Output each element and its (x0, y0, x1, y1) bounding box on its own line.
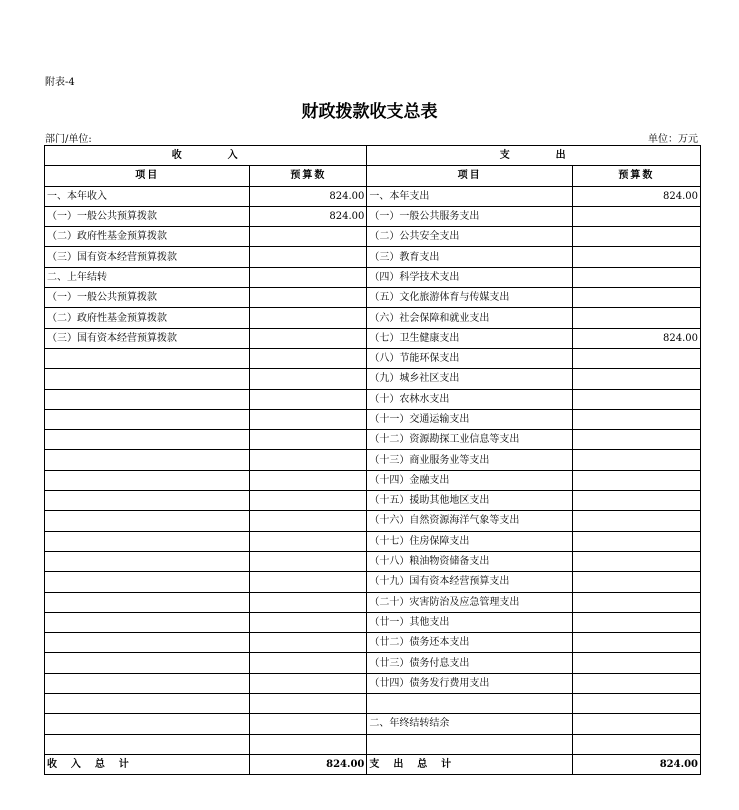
income-item-cell: （三）国有资本经营预算拨款 (45, 328, 250, 348)
expense-value-cell (572, 206, 700, 226)
table-row (45, 470, 701, 490)
income-value-cell: 824.00 (250, 206, 367, 226)
expense-item-cell: （十三）商业服务业等支出 (367, 450, 572, 470)
expense-item-cell: （十五）援助其他地区支出 (367, 491, 572, 511)
income-item-cell (45, 572, 250, 592)
expense-value-cell (572, 511, 700, 531)
expense-item-cell: （十一）交通运输支出 (367, 409, 572, 429)
expense-item-cell: （十九）国有资本经营预算支出 (367, 572, 572, 592)
expense-value-cell (572, 247, 700, 267)
expense-item-cell: （七）卫生健康支出 (367, 328, 572, 348)
table-row (45, 734, 701, 754)
income-item-cell (45, 673, 250, 693)
page-title: 财政拨款收支总表 (301, 102, 438, 122)
income-item-cell (45, 348, 250, 368)
income-value-cell (250, 450, 367, 470)
total-row (45, 754, 701, 774)
expense-item-cell: （十）农林水支出 (367, 389, 572, 409)
income-item-cell (45, 470, 250, 490)
expense-item-cell: （十六）自然资源海洋气象等支出 (367, 511, 572, 531)
expense-item-cell (367, 694, 572, 714)
income-value-cell (250, 491, 367, 511)
expense-value-cell (572, 633, 700, 653)
income-value-cell (250, 694, 367, 714)
expense-item-cell: （十二）资源勘探工业信息等支出 (367, 430, 572, 450)
income-item-cell: （一）一般公共预算拨款 (45, 288, 250, 308)
income-item-cell: 二、上年结转 (45, 267, 250, 287)
expense-total-label: 支 出 总 计 (367, 754, 572, 774)
income-item-cell (45, 592, 250, 612)
expense-item-cell: （十四）金融支出 (367, 470, 572, 490)
income-item-cell (45, 653, 250, 673)
income-item-cell (45, 450, 250, 470)
table-row (45, 491, 701, 511)
expense-budget-header: 预算数 (572, 166, 700, 186)
income-value-cell (250, 653, 367, 673)
income-value-cell (250, 328, 367, 348)
income-total-label: 收 入 总 计 (45, 754, 250, 774)
attachment-label: 附表-4 (45, 77, 75, 88)
table-row (45, 572, 701, 592)
expense-value-cell (572, 551, 700, 571)
expense-value-cell (572, 673, 700, 693)
income-value-cell (250, 369, 367, 389)
budget-summary-table (44, 145, 701, 775)
expense-value-cell (572, 470, 700, 490)
income-item-cell (45, 714, 250, 734)
income-value-cell (250, 348, 367, 368)
table-row (45, 409, 701, 429)
income-value-cell (250, 227, 367, 247)
income-value-cell (250, 288, 367, 308)
income-item-cell (45, 409, 250, 429)
income-value-cell (250, 470, 367, 490)
expense-value-cell (572, 348, 700, 368)
income-value-cell (250, 409, 367, 429)
income-item-cell: （二）政府性基金预算拨款 (45, 227, 250, 247)
income-value-cell (250, 612, 367, 632)
expense-value-cell (572, 288, 700, 308)
table-row (45, 247, 701, 267)
income-item-cell (45, 551, 250, 571)
expense-item-cell: （十八）粮油物资储备支出 (367, 551, 572, 571)
income-item-cell (45, 389, 250, 409)
expense-item-cell: （廿四）债务发行费用支出 (367, 673, 572, 693)
table-row (45, 450, 701, 470)
table-row (45, 186, 701, 206)
expense-value-cell (572, 572, 700, 592)
table-row (45, 592, 701, 612)
table-row (45, 714, 701, 734)
income-budget-header: 预算数 (250, 166, 367, 186)
table-row (45, 267, 701, 287)
expense-item-cell: （三）教育支出 (367, 247, 572, 267)
unit-label: 单位：万元 (648, 134, 698, 145)
income-value-cell (250, 734, 367, 754)
income-value-cell (250, 267, 367, 287)
expense-total-value: 824.00 (572, 754, 700, 774)
expense-item-cell: 二、年终结转结余 (367, 714, 572, 734)
expense-value-cell (572, 227, 700, 247)
income-item-cell (45, 491, 250, 511)
expense-value-cell: 824.00 (572, 328, 700, 348)
income-value-cell (250, 389, 367, 409)
income-value-cell (250, 551, 367, 571)
expense-item-cell: （廿三）债务付息支出 (367, 653, 572, 673)
income-item-cell: （三）国有资本经营预算拨款 (45, 247, 250, 267)
expense-value-cell (572, 714, 700, 734)
expense-item-cell: （九）城乡社区支出 (367, 369, 572, 389)
section-header-row (45, 146, 701, 166)
expense-item-cell: （一）一般公共服务支出 (367, 206, 572, 226)
expense-value-cell (572, 592, 700, 612)
table-row (45, 227, 701, 247)
income-item-cell (45, 531, 250, 551)
expense-section-header: 支 出 (367, 146, 701, 166)
department-label: 部门/单位: (45, 134, 92, 145)
expense-value-cell (572, 694, 700, 714)
expense-item-cell: （十七）住房保障支出 (367, 531, 572, 551)
table-row (45, 673, 701, 693)
income-item-cell (45, 734, 250, 754)
table-row (45, 369, 701, 389)
income-section-header: 收 入 (45, 146, 367, 166)
income-item-cell: （一）一般公共预算拨款 (45, 206, 250, 226)
income-item-header: 项目 (45, 166, 250, 186)
income-value-cell (250, 531, 367, 551)
table-row (45, 511, 701, 531)
expense-value-cell: 824.00 (572, 186, 700, 206)
income-value-cell (250, 673, 367, 693)
income-value-cell (250, 430, 367, 450)
income-value-cell (250, 308, 367, 328)
expense-item-cell: （廿一）其他支出 (367, 612, 572, 632)
expense-item-cell: （八）节能环保支出 (367, 348, 572, 368)
expense-value-cell (572, 430, 700, 450)
income-value-cell (250, 247, 367, 267)
table-row (45, 531, 701, 551)
expense-item-cell: （二）公共安全支出 (367, 227, 572, 247)
table-row (45, 694, 701, 714)
table-row (45, 653, 701, 673)
table-row (45, 389, 701, 409)
income-item-cell (45, 694, 250, 714)
income-value-cell (250, 572, 367, 592)
expense-item-header: 项目 (367, 166, 572, 186)
expense-item-cell: （六）社会保障和就业支出 (367, 308, 572, 328)
income-item-cell: （二）政府性基金预算拨款 (45, 308, 250, 328)
expense-value-cell (572, 389, 700, 409)
expense-value-cell (572, 409, 700, 429)
income-value-cell (250, 511, 367, 531)
income-total-value: 824.00 (250, 754, 367, 774)
expense-value-cell (572, 267, 700, 287)
expense-value-cell (572, 450, 700, 470)
table-row (45, 308, 701, 328)
expense-item-cell: （廿二）债务还本支出 (367, 633, 572, 653)
column-header-row (45, 166, 701, 186)
table-row (45, 328, 701, 348)
table-row (45, 206, 701, 226)
income-item-cell (45, 633, 250, 653)
income-value-cell (250, 633, 367, 653)
income-item-cell (45, 430, 250, 450)
expense-item-cell: （二十）灾害防治及应急管理支出 (367, 592, 572, 612)
expense-item-cell: （四）科学技术支出 (367, 267, 572, 287)
income-value-cell (250, 714, 367, 734)
income-item-cell (45, 612, 250, 632)
table-row (45, 551, 701, 571)
expense-item-cell: （五）文化旅游体育与传媒支出 (367, 288, 572, 308)
table-row (45, 430, 701, 450)
table-row (45, 348, 701, 368)
expense-value-cell (572, 612, 700, 632)
expense-value-cell (572, 491, 700, 511)
table-row (45, 288, 701, 308)
expense-item-cell (367, 734, 572, 754)
expense-item-cell: 一、本年支出 (367, 186, 572, 206)
expense-value-cell (572, 734, 700, 754)
income-item-cell (45, 511, 250, 531)
income-item-cell: 一、本年收入 (45, 186, 250, 206)
income-item-cell (45, 369, 250, 389)
expense-value-cell (572, 653, 700, 673)
table-row (45, 612, 701, 632)
expense-value-cell (572, 308, 700, 328)
income-value-cell: 824.00 (250, 186, 367, 206)
income-value-cell (250, 592, 367, 612)
expense-value-cell (572, 369, 700, 389)
table-row (45, 633, 701, 653)
expense-value-cell (572, 531, 700, 551)
